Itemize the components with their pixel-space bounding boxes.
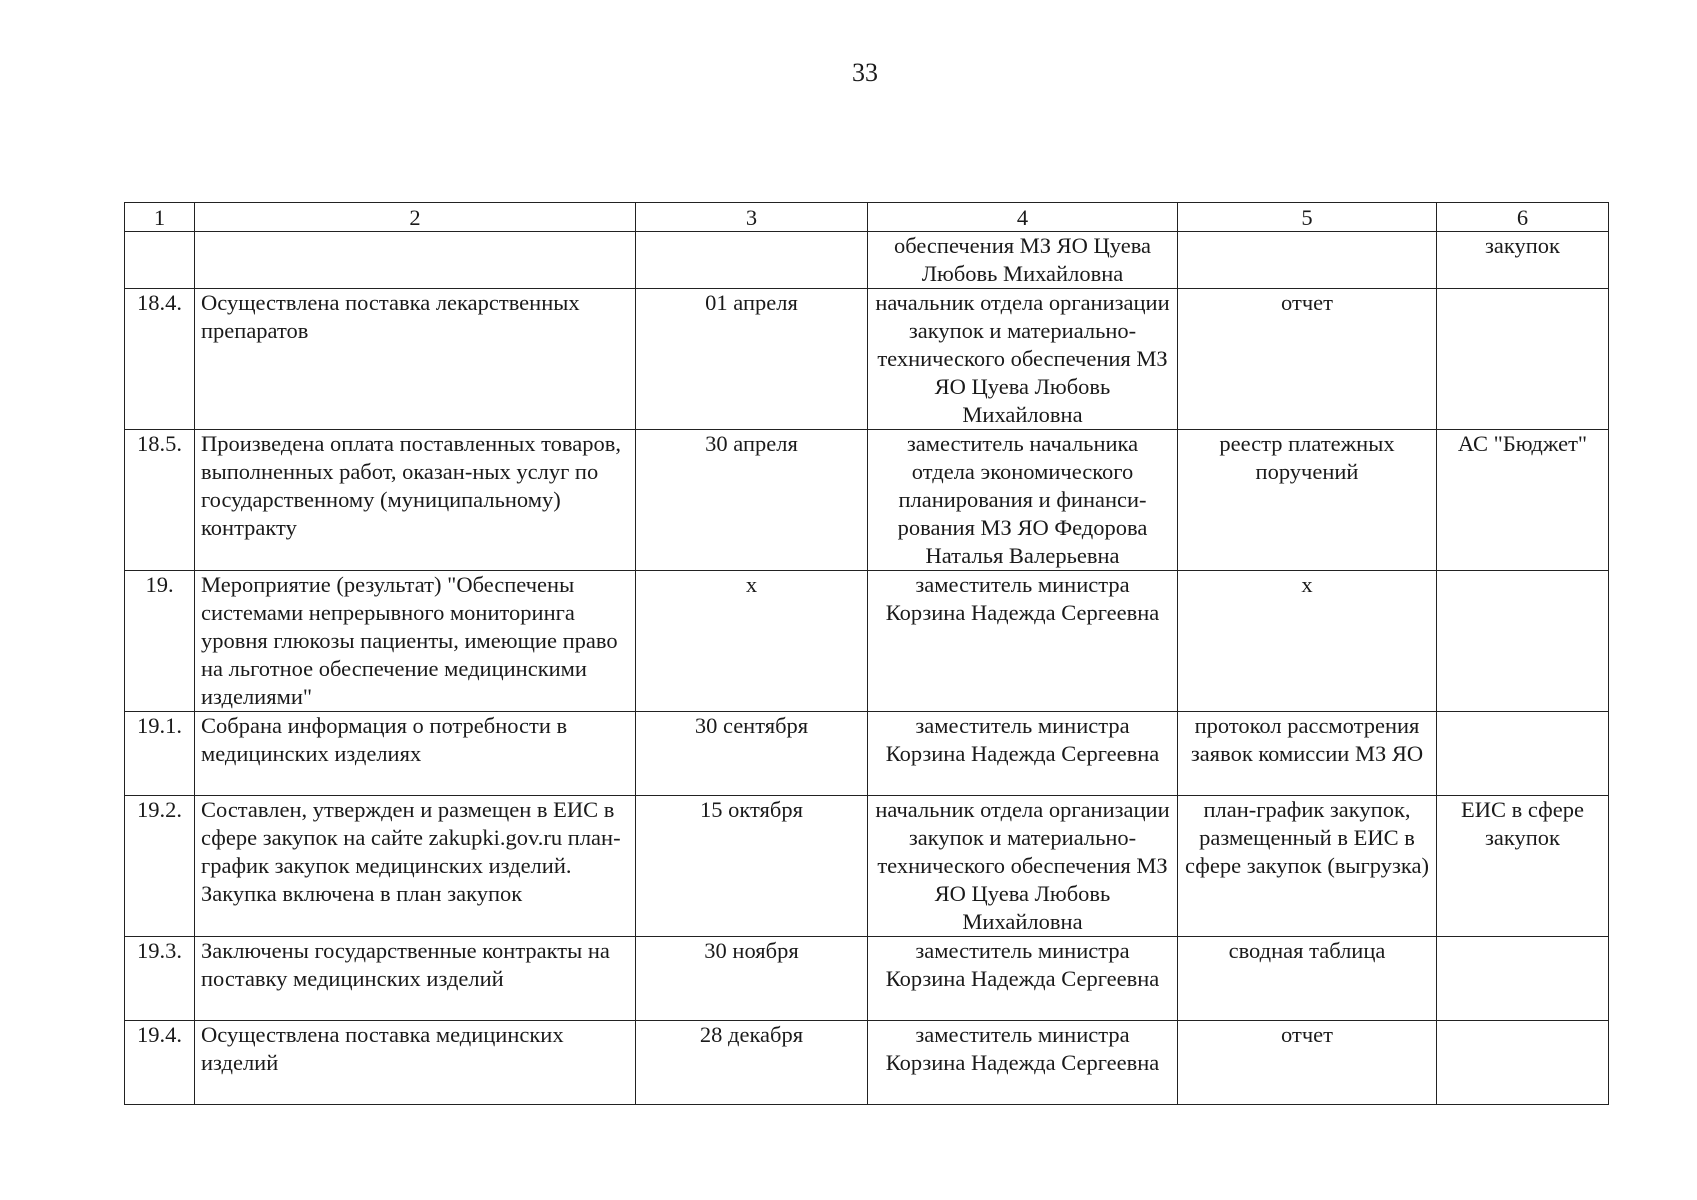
document-cell: отчет xyxy=(1178,289,1437,430)
responsible-cell: заместитель министра Корзина Надежда Сергеевна xyxy=(868,937,1178,1021)
row-number: 18.4. xyxy=(125,289,195,430)
event-cell: Мероприятие (результат) "Обеспечены системами непрерывного мониторинга уровня глюкозы пациенты, имеющие право на льготное обеспечение медицинскими изделиями" xyxy=(195,571,636,712)
row-number: 19. xyxy=(125,571,195,712)
table-row xyxy=(125,1021,1609,1105)
date-cell: 30 апреля xyxy=(636,430,868,571)
table-row xyxy=(125,571,1609,712)
row-number: 18.5. xyxy=(125,430,195,571)
responsible-cell: заместитель начальника отдела экономического планирования и финанси-рования МЗ ЯО Федорова Наталья Валерьевна xyxy=(868,430,1178,571)
responsible-cell: заместитель министра Корзина Надежда Сергеевна xyxy=(868,712,1178,796)
column-header: 5 xyxy=(1178,203,1437,232)
table-row xyxy=(125,712,1609,796)
column-header: 6 xyxy=(1437,203,1609,232)
responsible-cell: начальник отдела организации закупок и материально-технического обеспечения МЗ ЯО Цуева Любовь Михайловна xyxy=(868,289,1178,430)
event-cell: Заключены государственные контракты на поставку медицинских изделий xyxy=(195,937,636,1021)
table-row xyxy=(125,796,1609,937)
row-number xyxy=(125,232,195,289)
event-cell xyxy=(195,232,636,289)
column-header: 3 xyxy=(636,203,868,232)
row-number: 19.3. xyxy=(125,937,195,1021)
table-row xyxy=(125,937,1609,1021)
event-cell: Осуществлена поставка медицинских изделий xyxy=(195,1021,636,1105)
document-cell xyxy=(1178,232,1437,289)
event-cell: Осуществлена поставка лекарственных препаратов xyxy=(195,289,636,430)
date-cell: 28 декабря xyxy=(636,1021,868,1105)
row-number: 19.4. xyxy=(125,1021,195,1105)
system-cell xyxy=(1437,712,1609,796)
table-row xyxy=(125,289,1609,430)
date-cell: 01 апреля xyxy=(636,289,868,430)
column-header: 4 xyxy=(868,203,1178,232)
date-cell: 15 октября xyxy=(636,796,868,937)
date-cell: 30 ноября xyxy=(636,937,868,1021)
date-cell: х xyxy=(636,571,868,712)
responsible-cell: заместитель министра Корзина Надежда Сергеевна xyxy=(868,571,1178,712)
system-cell: ЕИС в сфере закупок xyxy=(1437,796,1609,937)
system-cell xyxy=(1437,1021,1609,1105)
header-row xyxy=(125,203,1609,232)
responsible-cell: начальник отдела организации закупок и материально-технического обеспечения МЗ ЯО Цуева Любовь Михайловна xyxy=(868,796,1178,937)
system-cell xyxy=(1437,571,1609,712)
event-cell: Собрана информация о потребности в медицинских изделиях xyxy=(195,712,636,796)
responsible-cell: обеспечения МЗ ЯО Цуева Любовь Михайловна xyxy=(868,232,1178,289)
date-cell xyxy=(636,232,868,289)
plan-table xyxy=(124,202,1609,1105)
document-cell: сводная таблица xyxy=(1178,937,1437,1021)
event-cell: Составлен, утвержден и размещен в ЕИС в сфере закупок на сайте zakupki.gov.ru план-график закупок медицинских изделий. Закупка включена в план закупок xyxy=(195,796,636,937)
system-cell xyxy=(1437,289,1609,430)
table-row xyxy=(125,232,1609,289)
table-row xyxy=(125,430,1609,571)
system-cell xyxy=(1437,937,1609,1021)
document-cell: х xyxy=(1178,571,1437,712)
system-cell: закупок xyxy=(1437,232,1609,289)
system-cell: АС "Бюджет" xyxy=(1437,430,1609,571)
event-cell: Произведена оплата поставленных товаров, выполненных работ, оказан-ных услуг по государственному (муниципальному) контракту xyxy=(195,430,636,571)
document-cell: реестр платежных поручений xyxy=(1178,430,1437,571)
date-cell: 30 сентября xyxy=(636,712,868,796)
document-cell: отчет xyxy=(1178,1021,1437,1105)
document-cell: протокол рассмотрения заявок комиссии МЗ ЯО xyxy=(1178,712,1437,796)
document-cell: план-график закупок, размещенный в ЕИС в сфере закупок (выгрузка) xyxy=(1178,796,1437,937)
responsible-cell: заместитель министра Корзина Надежда Сергеевна xyxy=(868,1021,1178,1105)
column-header: 2 xyxy=(195,203,636,232)
row-number: 19.2. xyxy=(125,796,195,937)
column-header: 1 xyxy=(125,203,195,232)
row-number: 19.1. xyxy=(125,712,195,796)
page-number: 33 xyxy=(852,58,878,87)
